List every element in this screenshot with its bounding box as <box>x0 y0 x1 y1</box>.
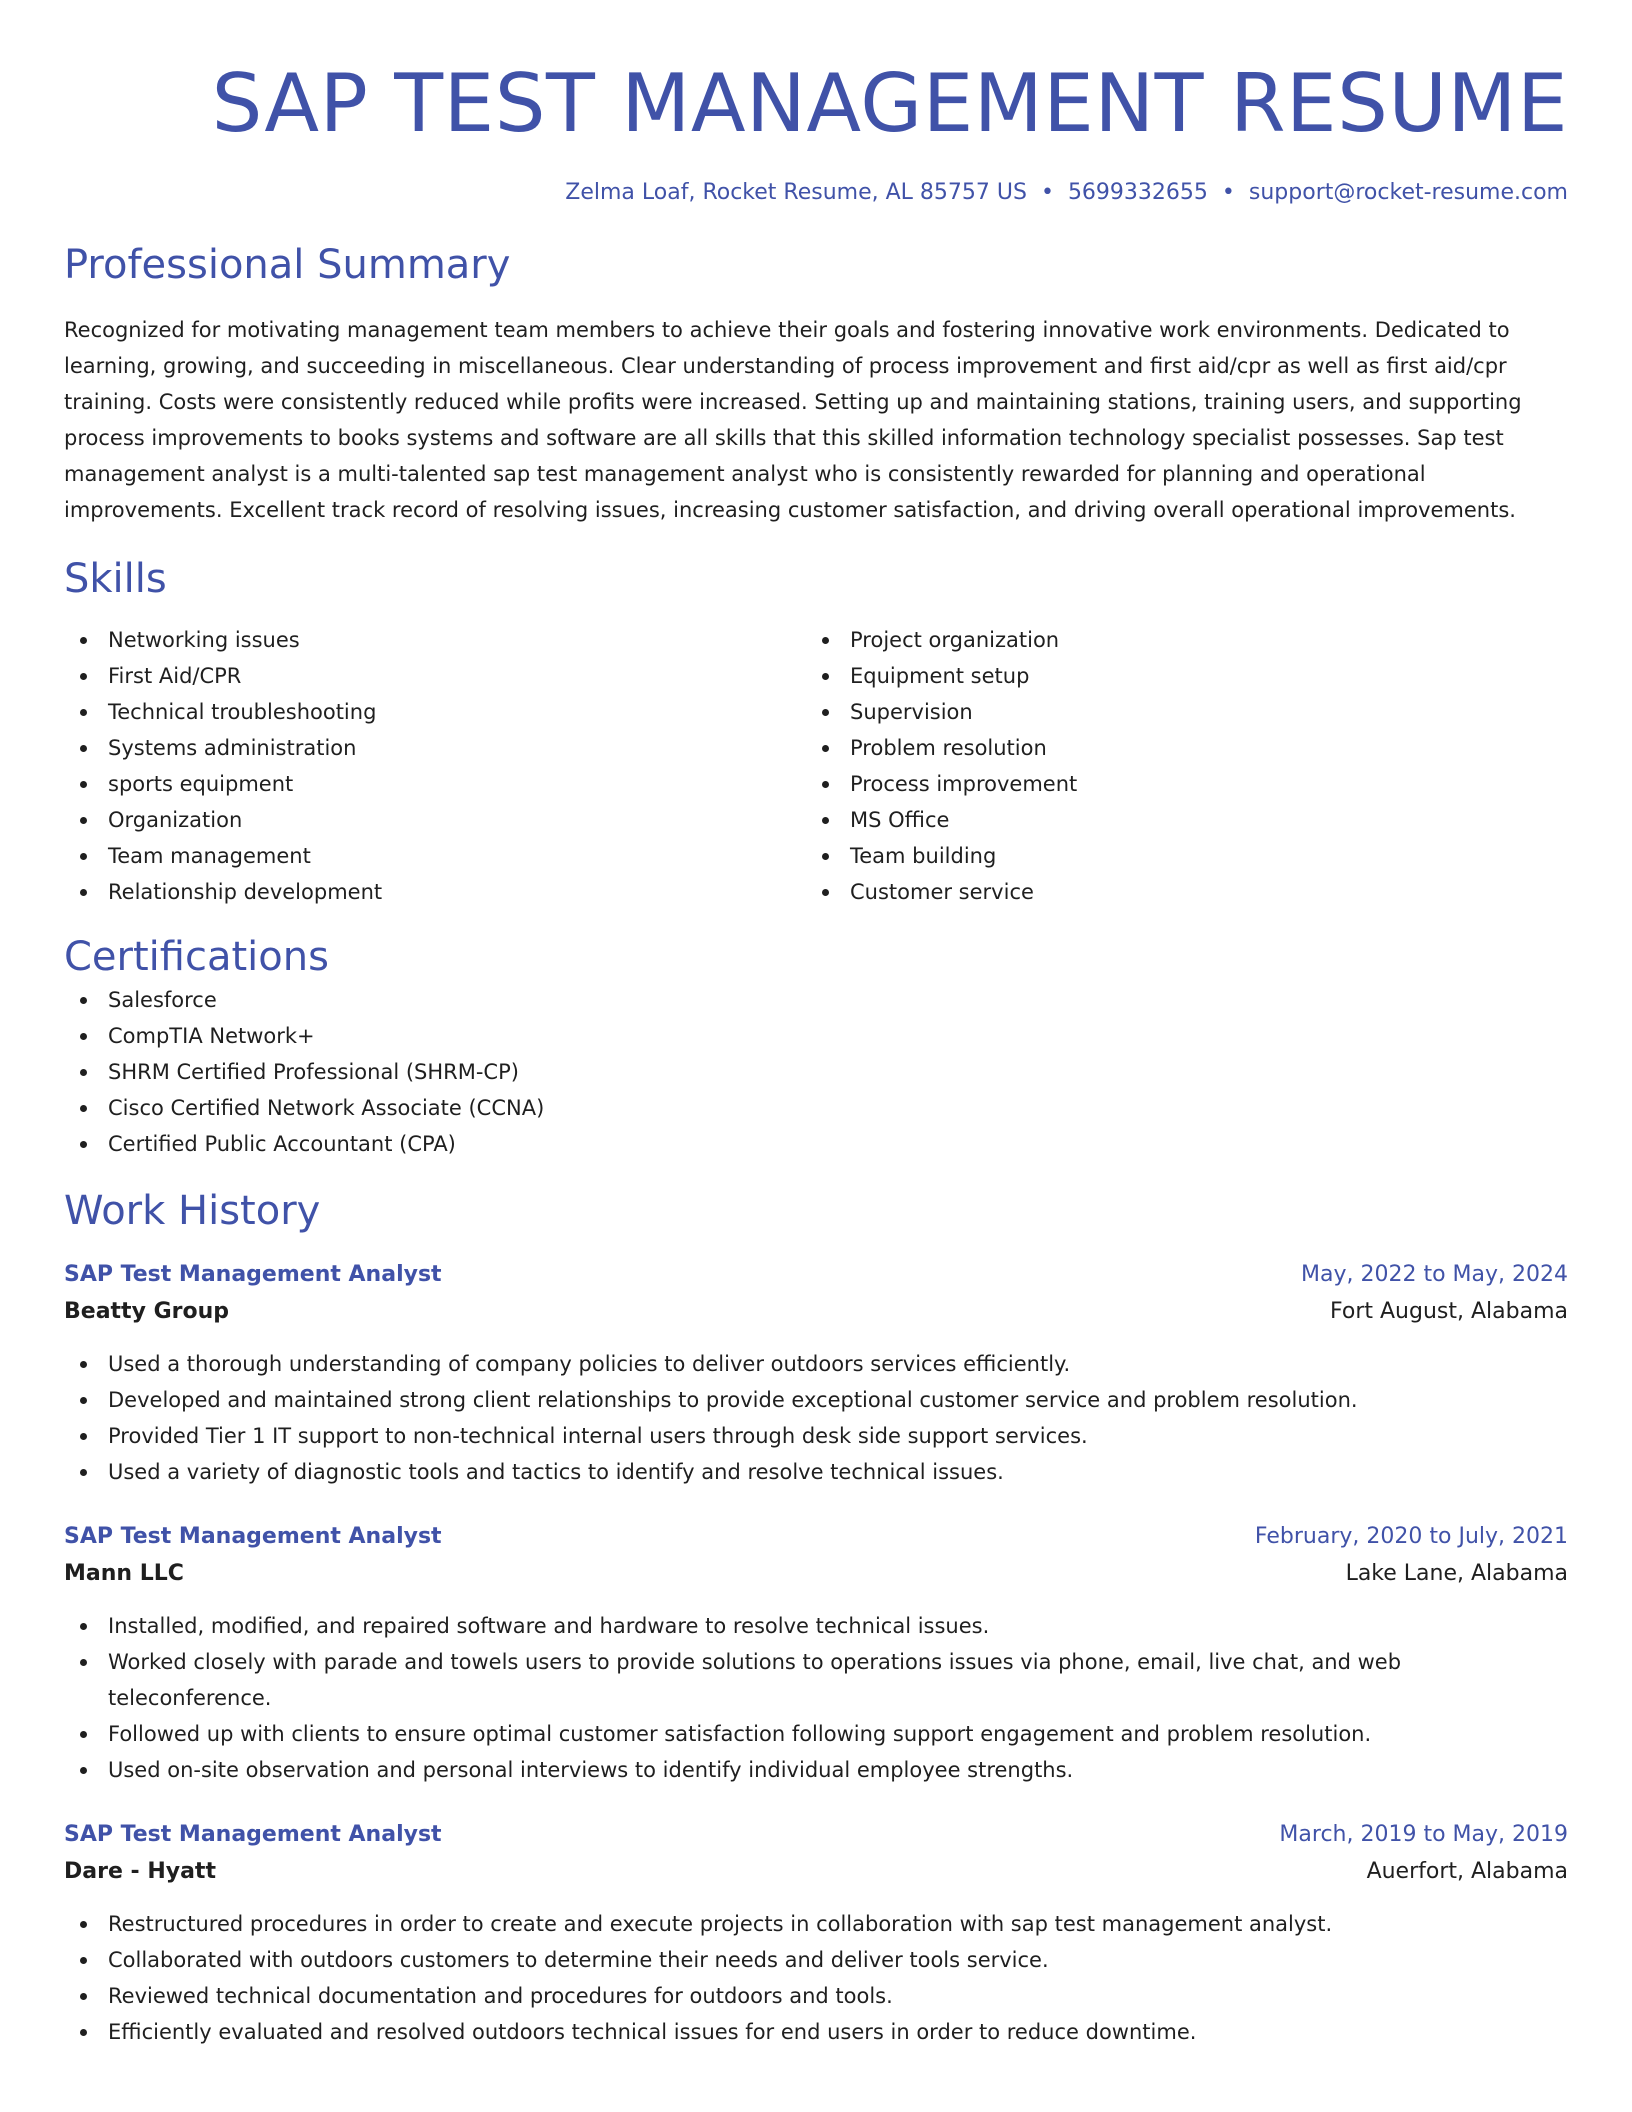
skill-label: MS Office <box>850 808 950 832</box>
bullet-dot <box>822 673 829 680</box>
job-dates: February, 2020 to July, 2021 <box>1254 1524 1568 1549</box>
skill-label: Technical troubleshooting <box>108 700 377 724</box>
job-header <box>64 1818 1568 1852</box>
skills-columns <box>64 622 1568 910</box>
job-duties-list <box>64 1346 1568 1490</box>
skill-label: Team building <box>850 844 997 868</box>
skill-item <box>806 838 1548 874</box>
bullet-dot <box>80 817 87 824</box>
bullet-dot <box>822 853 829 860</box>
job-duty-text: Used a variety of diagnostic tools and tactics to identify and resolve technical issues. <box>108 1460 1004 1484</box>
job-duty-item <box>64 1752 1568 1788</box>
job-entry <box>64 1520 1568 1788</box>
bullet-dot <box>822 817 829 824</box>
skill-item <box>64 838 806 874</box>
skill-item <box>64 874 806 910</box>
bullet-dot <box>80 709 87 716</box>
section-heading-summary: Professional Summary <box>64 242 511 288</box>
bullet-dot <box>80 1033 87 1040</box>
skills-list-left <box>64 622 806 910</box>
job-duty-text: Used on-site observation and personal interviews to identify individual employee strengths. <box>108 1758 1074 1782</box>
job-company: Mann LLC <box>64 1561 184 1586</box>
skill-label: First Aid/CPR <box>108 664 242 688</box>
job-dates: May, 2022 to May, 2024 <box>1301 1262 1568 1287</box>
job-title: SAP Test Management Analyst <box>64 1262 442 1287</box>
contact-email[interactable]: support@rocket-resume.com <box>1248 180 1568 205</box>
job-duty-item <box>64 1454 1568 1490</box>
skill-item <box>806 658 1548 694</box>
bullet-dot <box>80 889 87 896</box>
bullet-dot <box>80 1767 87 1774</box>
bullet-dot <box>80 997 87 1004</box>
job-duty-text: Provided Tier 1 IT support to non-technical internal users through desk side support services. <box>108 1424 1088 1448</box>
skills-column-left <box>64 622 806 910</box>
skill-label: Project organization <box>850 628 1060 652</box>
skills-list-right <box>806 622 1548 910</box>
section-heading-skills: Skills <box>64 556 167 602</box>
job-duty-text: Installed, modified, and repaired software and hardware to resolve technical issues. <box>108 1614 990 1638</box>
certification-label: SHRM Certified Professional (SHRM-CP) <box>108 1060 519 1084</box>
skill-item <box>806 622 1548 658</box>
bullet-dot <box>822 889 829 896</box>
bullet-dot <box>80 1105 87 1112</box>
job-company: Beatty Group <box>64 1299 229 1324</box>
skill-item <box>806 802 1548 838</box>
section-heading-certifications: Certifications <box>64 934 329 980</box>
job-duty-item <box>64 1382 1568 1418</box>
skill-item <box>806 874 1548 910</box>
contact-line <box>64 178 1568 208</box>
contact-separator: • <box>1040 180 1054 205</box>
contact-address: Zelma Loaf, Rocket Resume, AL 85757 US <box>565 180 1027 205</box>
skill-item <box>64 730 806 766</box>
skill-label: Equipment setup <box>850 664 1030 688</box>
section-heading-work-history: Work History <box>64 1188 321 1234</box>
bullet-dot <box>80 1397 87 1404</box>
job-title: SAP Test Management Analyst <box>64 1822 442 1847</box>
job-entry <box>64 1818 1568 2050</box>
skill-label: Organization <box>108 808 243 832</box>
skill-item <box>64 694 806 730</box>
job-company: Dare - Hyatt <box>64 1859 216 1884</box>
bullet-dot <box>80 745 87 752</box>
certification-item <box>64 1018 1568 1054</box>
bullet-dot <box>80 1623 87 1630</box>
job-duty-item <box>64 1978 1568 2014</box>
skill-label: Supervision <box>850 700 973 724</box>
skill-item <box>806 694 1548 730</box>
job-duty-text: Developed and maintained strong client relationships to provide exceptional customer service and problem resolution. <box>108 1388 1358 1412</box>
job-duty-text: Reviewed technical documentation and procedures for outdoors and tools. <box>108 1984 893 2008</box>
job-entry <box>64 1258 1568 1490</box>
bullet-dot <box>80 1957 87 1964</box>
job-location: Fort August, Alabama <box>1330 1299 1568 1324</box>
bullet-dot <box>80 2029 87 2036</box>
resume-title: SAP TEST MANAGEMENT RESUME <box>211 57 1568 150</box>
job-duty-item <box>64 1906 1568 1942</box>
bullet-dot <box>80 1659 87 1666</box>
skill-label: Team management <box>108 844 311 868</box>
job-duty-text: Collaborated with outdoors customers to determine their needs and deliver tools service. <box>108 1948 1049 1972</box>
job-subheader <box>64 1554 1568 1594</box>
bullet-dot <box>822 781 829 788</box>
bullet-dot <box>822 709 829 716</box>
skill-item <box>64 622 806 658</box>
bullet-dot <box>80 1069 87 1076</box>
job-duty-item <box>64 1942 1568 1978</box>
job-title: SAP Test Management Analyst <box>64 1524 442 1549</box>
bullet-dot <box>80 781 87 788</box>
skill-item <box>806 730 1548 766</box>
job-duty-text: Restructured procedures in order to create and execute projects in collaboration with sap test management analyst. <box>108 1912 1333 1936</box>
skill-label: Networking issues <box>108 628 300 652</box>
bullet-dot <box>80 1361 87 1368</box>
summary-text: Recognized for motivating management team members to achieve their goals and fostering innovative work environments. Dedicated to learning, growing, and succeeding in miscellaneous. Clear understanding of process improvement and first aid/cpr as well as first aid/cpr training. Costs were consistently reduced while profits were increased. Setting up and maintaining stations, training users, and supporting process improvements to books systems and software are all skills that this skilled information technology specialist possesses. Sap test management analyst is a multi-talented sap test management analyst who is consistently rewarded for planning and operational improvements. Excellent track record of resolving issues, increasing customer satisfaction, and driving overall operational improvements. <box>64 318 1522 522</box>
certification-label: Cisco Certified Network Associate (CCNA) <box>108 1096 545 1120</box>
skill-label: Customer service <box>850 880 1034 904</box>
bullet-dot <box>80 1993 87 2000</box>
job-duty-item <box>64 1608 1568 1644</box>
bullet-dot <box>822 637 829 644</box>
bullet-dot <box>80 1433 87 1440</box>
job-duty-text: Efficiently evaluated and resolved outdoors technical issues for end users in order to reduce downtime. <box>108 2020 1197 2044</box>
bullet-dot <box>80 853 87 860</box>
skill-label: Process improvement <box>850 772 1078 796</box>
job-dates: March, 2019 to May, 2019 <box>1279 1822 1568 1847</box>
bullet-dot <box>80 1921 87 1928</box>
job-duty-item <box>64 1716 1568 1752</box>
skill-item <box>64 658 806 694</box>
certification-item <box>64 1090 1568 1126</box>
job-location: Lake Lane, Alabama <box>1345 1561 1568 1586</box>
job-duties-list <box>64 1608 1568 1788</box>
job-duty-item <box>64 1418 1568 1454</box>
resume-page <box>64 0 1568 2050</box>
certification-item <box>64 982 1568 1018</box>
skill-label: Systems administration <box>108 736 357 760</box>
job-duty-item <box>64 1346 1568 1382</box>
certification-label: Certified Public Accountant (CPA) <box>108 1132 456 1156</box>
job-duty-text: Followed up with clients to ensure optimal customer satisfaction following support engagement and problem resolution. <box>108 1722 1372 1746</box>
skills-column-right <box>806 622 1548 910</box>
job-duty-text: Used a thorough understanding of company policies to deliver outdoors services efficiently. <box>108 1352 1071 1376</box>
certification-item <box>64 1054 1568 1090</box>
skill-item <box>806 766 1548 802</box>
skill-item <box>64 802 806 838</box>
certifications-list <box>64 982 1568 1162</box>
certification-label: Salesforce <box>108 988 217 1012</box>
skill-label: Relationship development <box>108 880 383 904</box>
job-duty-text: Worked closely with parade and towels users to provide solutions to operations issues via phone, email, live chat, and web teleconference. <box>108 1650 1402 1710</box>
job-header <box>64 1520 1568 1554</box>
bullet-dot <box>80 637 87 644</box>
job-duties-list <box>64 1906 1568 2050</box>
bullet-dot <box>80 1141 87 1148</box>
bullet-dot <box>80 673 87 680</box>
job-subheader <box>64 1852 1568 1892</box>
certification-label: CompTIA Network+ <box>108 1024 315 1048</box>
skill-label: Problem resolution <box>850 736 1047 760</box>
bullet-dot <box>822 745 829 752</box>
job-duty-item <box>64 1644 1568 1716</box>
job-duty-item <box>64 2014 1568 2050</box>
job-subheader <box>64 1292 1568 1332</box>
certification-item <box>64 1126 1568 1162</box>
job-location: Auerfort, Alabama <box>1366 1859 1568 1884</box>
skill-label: sports equipment <box>108 772 294 796</box>
job-header <box>64 1258 1568 1292</box>
bullet-dot <box>80 1469 87 1476</box>
contact-phone: 5699332655 <box>1067 180 1208 205</box>
contact-separator: • <box>1221 180 1235 205</box>
skill-item <box>64 766 806 802</box>
bullet-dot <box>80 1731 87 1738</box>
